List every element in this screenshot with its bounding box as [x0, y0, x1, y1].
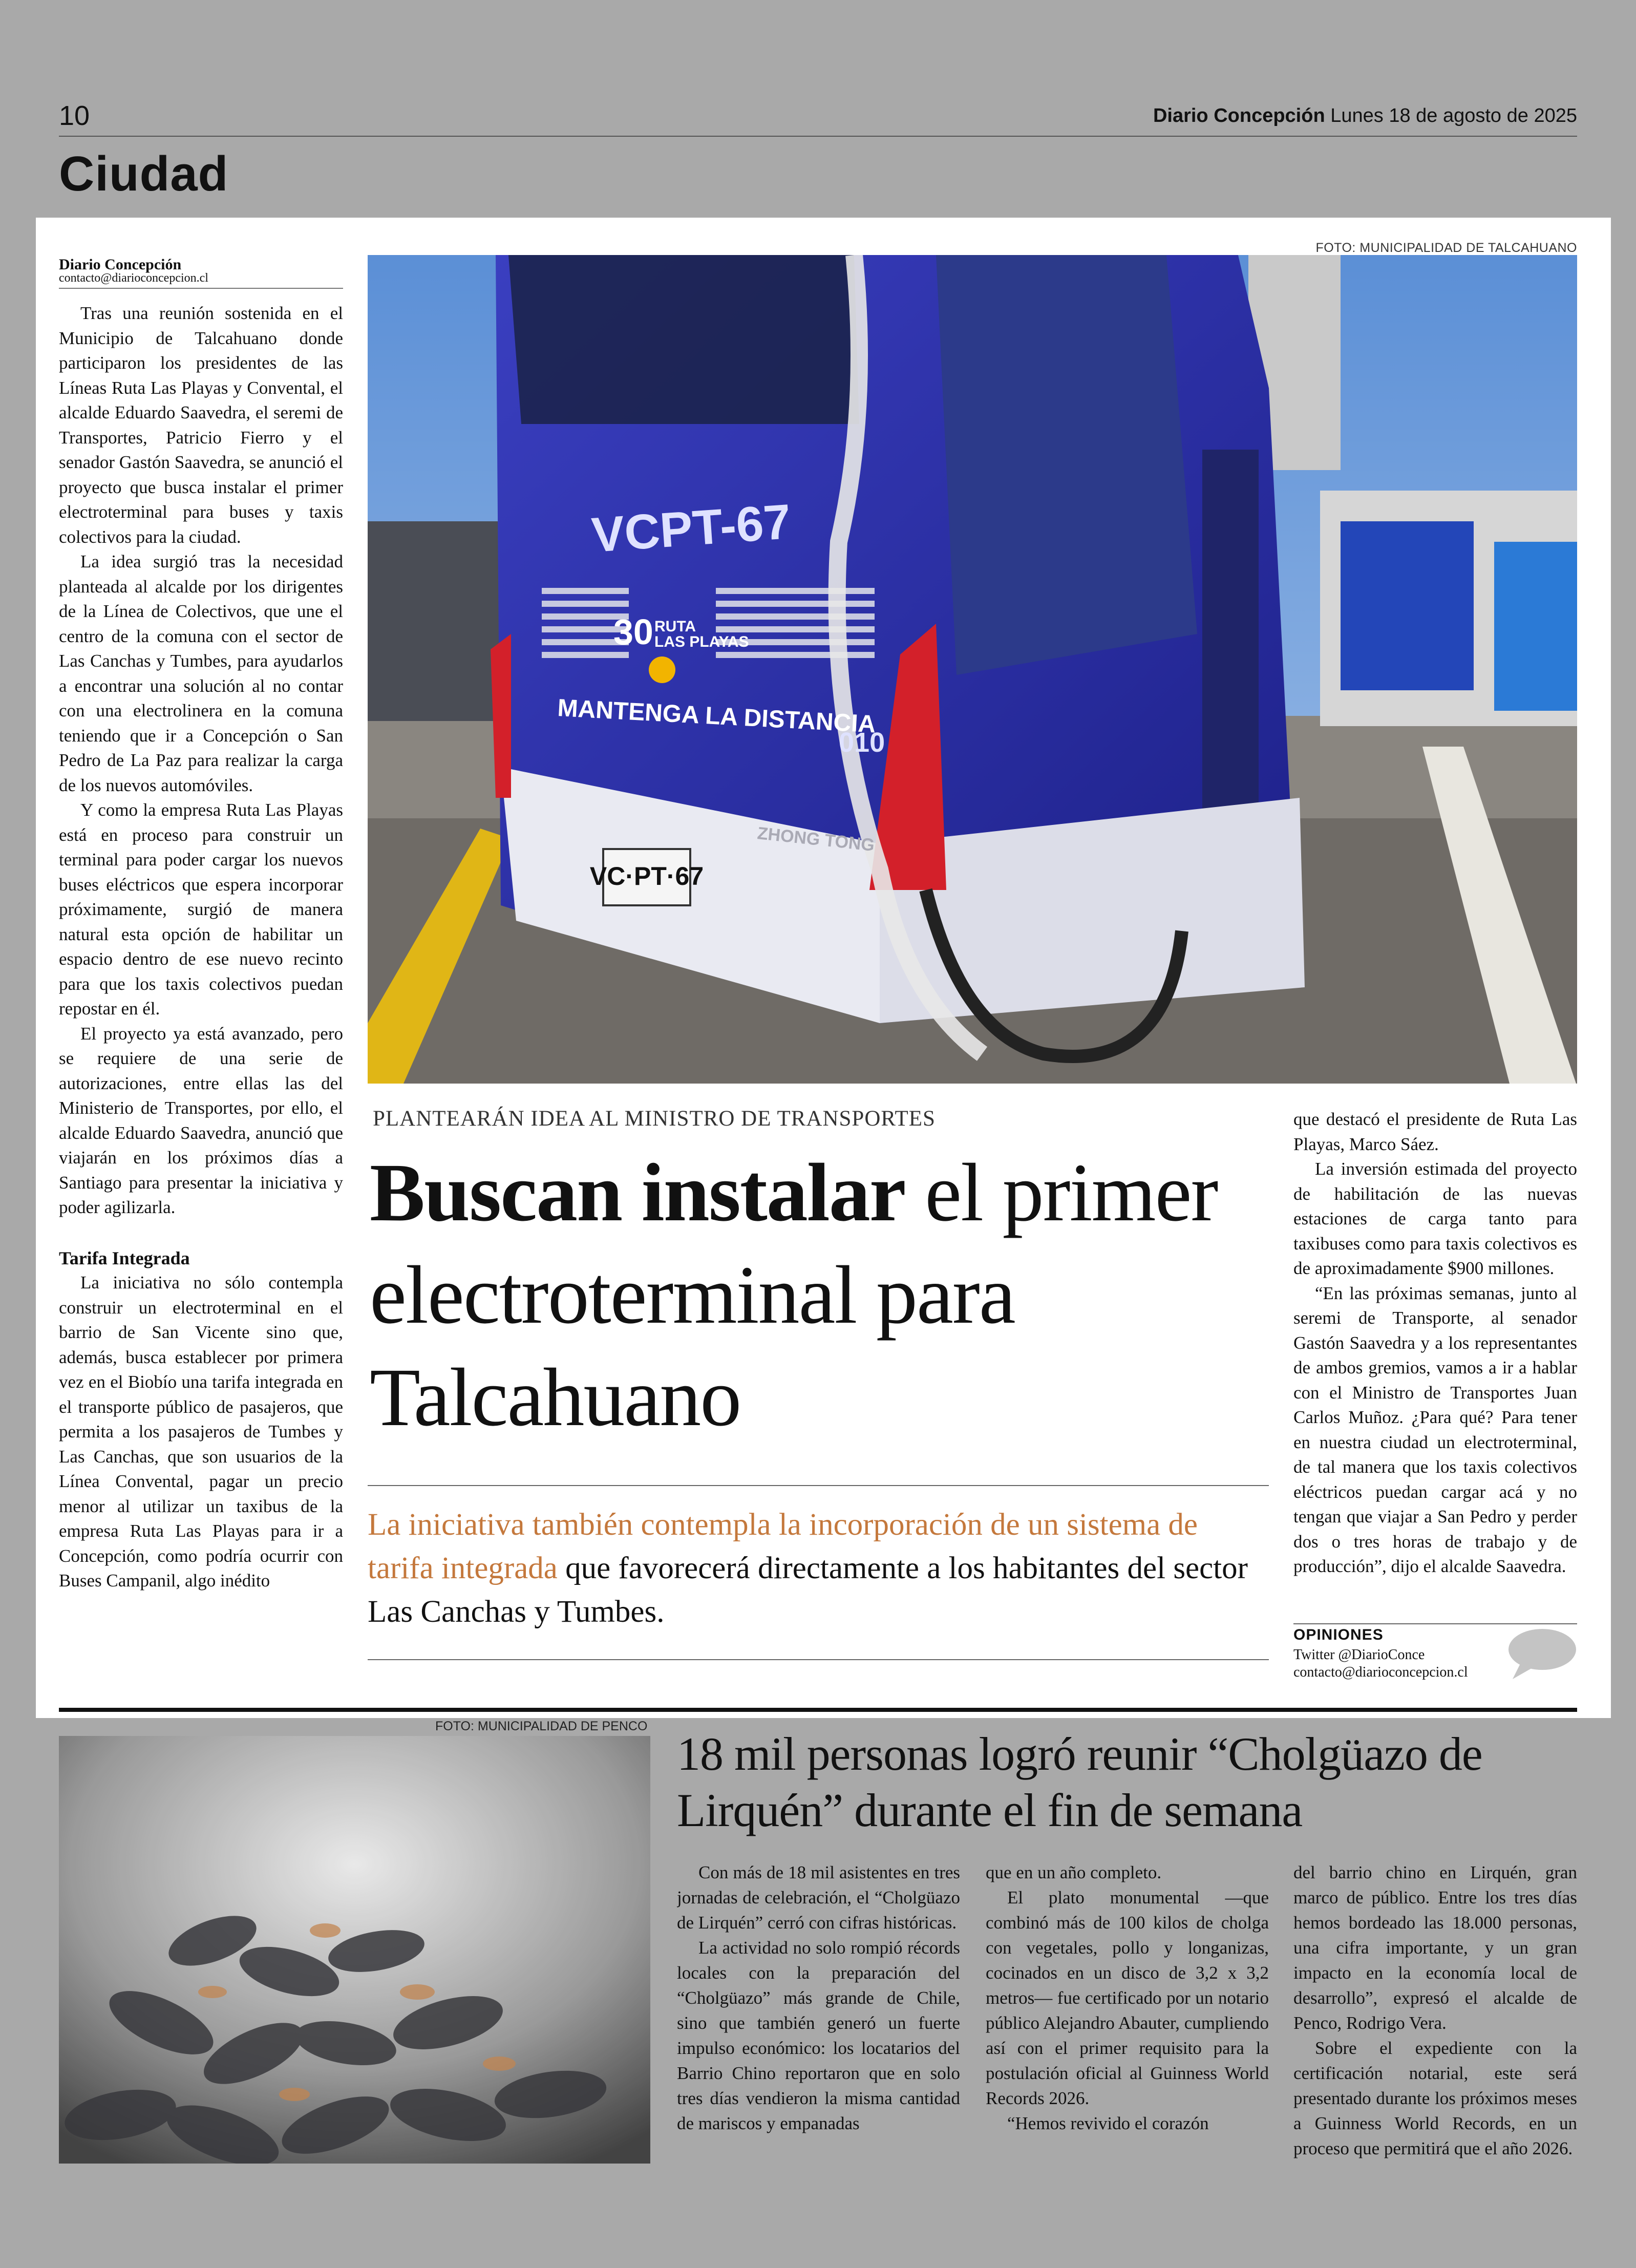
byline-rule	[59, 288, 343, 289]
opinions-email: contacto@diarioconcepcion.cl	[1293, 1664, 1468, 1680]
paragraph: La inversión estimada del proyecto de habilitación de las nuevas estaciones de carga tanto para taxibuses como para taxis colectivos es de aproximadamente $900 millones.	[1293, 1159, 1577, 1278]
opinions-rule	[1293, 1623, 1577, 1624]
paragraph: Con más de 18 mil asistentes en tres jornadas de celebración, el “Cholgüazo de Lirquén” cerró con cifras históricas.	[677, 1862, 960, 1933]
paragraph: que destacó el presidente de Ruta Las Playas, Marco Sáez.	[1293, 1109, 1577, 1154]
paragraph: que en un año completo.	[986, 1862, 1162, 1882]
paper-name: Diario Concepción	[1153, 105, 1325, 126]
route-number-text: 30	[613, 612, 653, 652]
mussels-photo	[59, 1736, 650, 2164]
issue-date: Lunes 18 de agosto de 2025	[1330, 105, 1577, 126]
second-story-column-1	[677, 1860, 960, 2167]
paragraph: “En las próximas semanas, junto al seremi de Transporte, al senador Gastón Saavedra y a los representantes de ambos gremios, vamos a ir a hablar con el Ministro de Transportes Juan Carlos Muñoz. ¿Para qué? Para tener en nuestra ciudad un electroterminal, de tal manera que los taxis colectivos eléctricos puedan cargar acá y no tengan que viajar a San Pedro y perder dos o tres horas de trabajo y de producción”, dijo el alcalde Saavedra.	[1293, 1283, 1577, 1576]
brand-text: ZHONG TONG	[756, 823, 876, 855]
bus-number-text: 010	[839, 727, 885, 758]
bus-plate-text: VCPT-67	[590, 494, 793, 563]
page-number: 10	[59, 100, 90, 131]
route-name-2-text: LAS PLAYAS	[654, 633, 749, 650]
second-story-column-2	[986, 1860, 1269, 2167]
main-story-left-column	[59, 301, 343, 1684]
photo-credit: FOTO: MUNICIPALIDAD DE PENCO	[435, 1719, 648, 1733]
paragraph: Y como la empresa Ruta Las Playas está en proceso para construir un terminal para poder cargar los nuevos buses eléctricos que espera incorporar próximamente, surgió de manera natural esta opción de habilitar un espacio dentro de ese nuevo recinto para que los taxis colectivos puedan repostar en él.	[59, 800, 343, 1019]
deck-rule	[368, 1659, 1269, 1660]
header-rule	[59, 136, 1577, 137]
deck-rest: que favorecerá directamente a los habitantes del sector Las Canchas y Tumbes.	[368, 1551, 1248, 1629]
headline-bold: Buscan instalar	[370, 1147, 905, 1239]
section-title: Ciudad	[59, 146, 229, 201]
kicker: PLANTEARÁN IDEA AL MINISTRO DE TRANSPORTES	[373, 1107, 936, 1131]
masthead	[1153, 105, 1577, 127]
paragraph: Sobre el expediente con la certificación notarial, este será presentado durante los próximos meses a Guinness World Records, en un proceso que permitirá que el año 2026.	[1293, 2038, 1577, 2158]
paragraph: del barrio chino en Lirquén, gran marco de público. Entre los tres días hemos bordeado las 18.000 personas, una cifra importante, y un gran impacto en la economía local de desarrollo”, expresó el alcalde de Penco, Rodrigo Vera.	[1293, 1862, 1577, 2033]
paragraph: El proyecto ya está avanzado, pero se requiere de una serie de autorizaciones, entre ellas las del Ministerio de Transportes, por ello, el alcalde Eduardo Saavedra, anunció que viajarán en los próximos días a Santiago para presentar la iniciativa y poder agilizarla.	[59, 1023, 343, 1217]
paragraph: La actividad no solo rompió récords locales con la preparación del “Cholgüazo” más grande de Chile, sino que también generó un fuerte impulso económico: los locatarios del Barrio Chino reportaron que en solo tres días vendieron la misma cantidad de mariscos y empanadas	[677, 1938, 960, 2133]
byline-name: Diario Concepción	[59, 256, 182, 273]
section-divider	[59, 1708, 1577, 1712]
deck-highlight: La iniciativa también contempla la incorporación de un sistema de tarifa integrada	[368, 1508, 1198, 1585]
main-headline	[370, 1142, 1271, 1449]
paragraph: La idea surgió tras la necesidad planteada al alcalde por los dirigentes de la Línea de Colectivos, que une el centro de la comuna con el sector de Las Canchas y Tumbes, para ayudarlos a encontrar una solución al no contar con una electrolinera en la comuna teniendo que ir a Concepción o San Pedro de La Paz para realizar la carga de los nuevos automóviles.	[59, 552, 343, 795]
paragraph: El plato monumental —que combinó más de 100 kilos de cholga con vegetales, pollo y longanizas, cocinados en un disco de 3,2 x 3,2 metros— fue certificado por un notario público Alejandro Abauter, cumpliendo así con el primer requisito para la postulación oficial al Guinness World Records 2026.	[986, 1888, 1269, 2108]
opinions-title: OPINIONES	[1293, 1626, 1384, 1643]
byline-email: contacto@diarioconcepcion.cl	[59, 271, 208, 285]
speech-bubble-icon	[1505, 1626, 1577, 1682]
headline-rule	[368, 1485, 1269, 1486]
paragraph: “Hemos revivido el corazón	[1007, 2113, 1209, 2133]
paragraph: La iniciativa no sólo contempla construir un electroterminal en el barrio de San Vicente sino que, además, busca establecer por primera vez en el Biobío una tarifa integrada en el transporte público de pasajeros, que permita a los pasajeros de Tumbes y Las Canchas, que son usuarios de la Línea Convental, pagar un precio menor al utilizar un taxibus de la empresa Ruta Las Playas para ir a Concepción, como podría ocurrir con Buses Campanil, algo inédito	[59, 1273, 343, 1591]
license-plate-text: VC·PT·67	[589, 862, 704, 891]
distance-sign-text: MANTENGA LA DISTANCIA	[557, 694, 877, 738]
paragraph: Tras una reunión sostenida en el Municipio de Talcahuano donde participaron los presidentes de las Líneas Ruta Las Playas y Convental, el alcalde Eduardo Saavedra, el seremi de Transportes, Patricio Fierro y el senador Gastón Saavedra, se anunció el proyecto que busca instalar el primer electroterminal para buses y taxis colectivos para la ciudad.	[59, 303, 343, 547]
route-name-1-text: RUTA	[654, 618, 696, 635]
second-story-column-3	[1293, 1860, 1577, 2167]
second-headline: 18 mil personas logró reunir “Cholgüazo de Lirquén” durante el fin de semana	[677, 1728, 1482, 1836]
opinions-twitter: Twitter @DiarioConce	[1293, 1647, 1425, 1663]
headline-rest: el primer electroterminal para Talcahuano	[370, 1147, 1218, 1444]
photo-credit: FOTO: MUNICIPALIDAD DE TALCAHUANO	[1315, 241, 1577, 255]
bus-photo	[368, 255, 1577, 1084]
subhead: Tarifa Integrada	[59, 1247, 190, 1268]
deck	[368, 1503, 1269, 1634]
main-story-right-column	[1293, 1107, 1577, 1619]
